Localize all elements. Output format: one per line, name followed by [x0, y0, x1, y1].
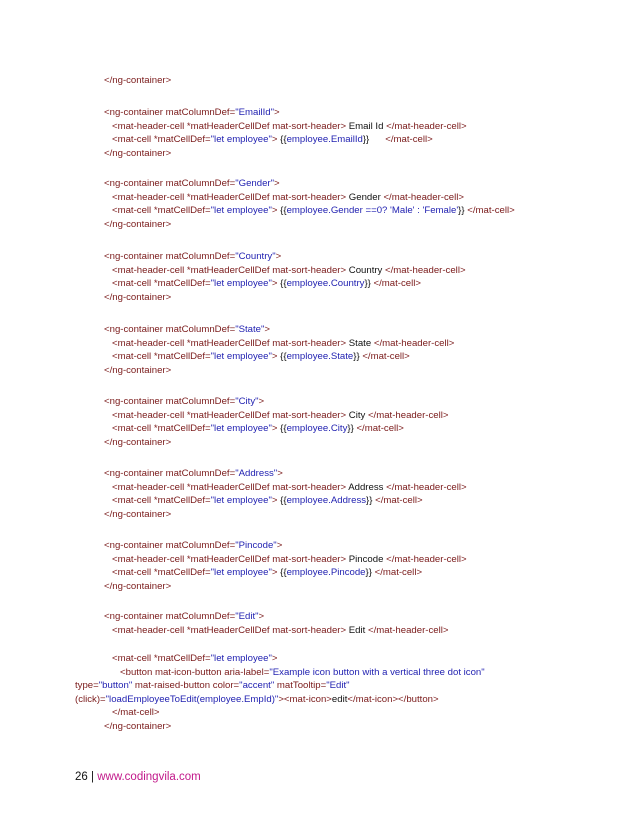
code-line [112, 482, 467, 494]
code-token: > [271, 495, 281, 507]
code-line [104, 75, 171, 87]
page-number: 26 [75, 771, 88, 783]
code-token: *matHeaderCellDef mat-sort-header [186, 337, 341, 349]
code-token: <mat-cell [112, 423, 154, 435]
code-token: "let employee" [210, 495, 272, 507]
code-line [112, 121, 467, 133]
code-token: "Pincode" [235, 540, 277, 551]
code-token: </mat-cell> [362, 351, 410, 363]
code-token: {{ [280, 423, 287, 435]
code-token: <mat-cell [112, 567, 154, 579]
code-line [75, 680, 350, 692]
code-token: > [258, 611, 265, 622]
code-token: <mat-header-cell [112, 553, 187, 565]
code-token: > [340, 409, 349, 421]
code-token: *matCellDef= [153, 653, 211, 664]
code-token: type= [75, 680, 99, 692]
code-token: </ng-container> [104, 147, 172, 159]
code-token: *matHeaderCellDef mat-sort-header [186, 553, 341, 565]
code-token: "Edit" [326, 680, 350, 692]
code-token: > [340, 120, 349, 132]
code-token: *matCellDef= [153, 351, 211, 363]
code-token: employee.Gender ==0? 'Male' : 'Female' [286, 205, 459, 217]
code-token: > [271, 567, 281, 579]
code-token: </mat-cell> [112, 707, 160, 719]
code-token: {{ [280, 495, 287, 507]
code-token: Address [348, 481, 387, 493]
code-token: > [271, 351, 281, 363]
code-line [104, 148, 171, 160]
code-token: "Example icon button with a vertical three dot icon" [269, 666, 485, 678]
code-line [104, 324, 270, 336]
code-token: </mat-cell> [356, 423, 404, 435]
code-token: *matHeaderCellDef mat-sort-header [186, 120, 341, 132]
code-token: > [271, 134, 281, 146]
code-token: <ng-container [104, 540, 166, 551]
code-token: > [271, 423, 281, 435]
code-token: {{ [280, 567, 287, 579]
code-token: <ng-container [104, 468, 166, 479]
code-line [112, 554, 467, 566]
code-token: matTooltip= [274, 680, 327, 692]
code-token: <mat-cell [112, 278, 154, 290]
code-token: > [340, 191, 349, 203]
code-line [112, 653, 277, 665]
code-token: </mat-cell> [374, 567, 423, 579]
code-line [104, 178, 280, 190]
code-token: </mat-header-cell> [373, 337, 455, 349]
code-token: *matHeaderCellDef mat-sort-header [186, 191, 341, 203]
code-token: Country [348, 264, 386, 276]
code-token: matColumnDef= [165, 396, 236, 407]
code-line [104, 219, 171, 231]
code-line [112, 278, 421, 290]
code-line [104, 437, 171, 449]
code-token: }} [365, 567, 375, 579]
code-token: > [258, 396, 265, 407]
code-token: "let employee" [210, 567, 272, 579]
code-line [112, 567, 422, 579]
code-token: <ng-container [104, 324, 166, 335]
code-token: *matHeaderCellDef mat-sort-header [186, 409, 341, 421]
code-token: <mat-header-cell [112, 409, 187, 421]
code-token: <mat-header-cell [112, 481, 187, 493]
code-token: > [274, 178, 280, 189]
code-token: <ng-container [104, 251, 166, 262]
code-token: employee.Country [286, 278, 365, 290]
code-token: "accent" [239, 680, 275, 692]
code-line [104, 581, 171, 593]
code-token: *matCellDef= [153, 278, 211, 290]
code-token: </ng-container> [104, 364, 172, 376]
code-token: </mat-header-cell> [386, 553, 467, 565]
code-token: Pincode [348, 553, 387, 565]
code-token: matColumnDef= [165, 324, 236, 335]
code-token: *matCellDef= [153, 205, 211, 217]
code-token: "let employee" [210, 351, 272, 363]
code-token: matColumnDef= [165, 468, 236, 479]
code-line [112, 338, 454, 350]
code-token: *matCellDef= [153, 423, 211, 435]
code-token: City [348, 409, 368, 421]
code-token: "Country" [235, 251, 276, 262]
code-token: {{ [280, 278, 287, 290]
code-token: "City" [235, 396, 259, 407]
code-token: employee.Pincode [286, 567, 366, 579]
code-token: <mat-header-cell [112, 337, 187, 349]
code-line [112, 351, 410, 363]
footer-separator: | [91, 771, 94, 783]
code-token: </mat-header-cell> [386, 120, 467, 132]
code-token: > [271, 205, 281, 217]
code-token: {{ [280, 134, 287, 146]
code-token: *matCellDef= [153, 495, 211, 507]
code-token: <mat-header-cell [112, 624, 187, 636]
code-token: > [340, 264, 349, 276]
code-token: </mat-cell> [373, 278, 421, 290]
code-token: > [271, 653, 278, 664]
code-token: </ng-container> [104, 75, 172, 86]
code-token: <mat-cell [112, 134, 154, 146]
code-token: "let employee" [210, 423, 272, 435]
code-line [104, 540, 282, 552]
code-token: </ng-container> [104, 580, 172, 592]
code-token: State [348, 337, 374, 349]
code-token: > [340, 624, 349, 636]
code-token: <ng-container [104, 178, 166, 189]
code-token: employee.State [286, 351, 354, 363]
code-token: </mat-header-cell> [385, 264, 466, 276]
code-token: <button [120, 666, 155, 678]
code-line [112, 134, 433, 146]
code-token: ><mat-icon> [278, 693, 332, 705]
code-line [104, 396, 264, 408]
code-token: <ng-container [104, 396, 166, 407]
code-line [104, 468, 283, 480]
code-token: </mat-header-cell> [383, 191, 464, 203]
code-token: employee.EmailId [286, 134, 363, 146]
code-token: employee.Address [286, 495, 367, 507]
code-token: Email Id [348, 120, 387, 132]
code-token: edit [331, 693, 348, 705]
code-token: mat-raised-button color= [132, 680, 240, 692]
code-token: > [271, 278, 281, 290]
code-token: *matHeaderCellDef mat-sort-header [186, 481, 341, 493]
code-line [112, 423, 404, 435]
code-token: matColumnDef= [165, 540, 236, 551]
code-token: matColumnDef= [165, 251, 236, 262]
code-token: > [275, 251, 282, 262]
code-token: <ng-container [104, 107, 166, 118]
code-token: <mat-cell [112, 351, 154, 363]
code-token: "EmailId" [235, 107, 275, 118]
code-line [104, 611, 264, 623]
code-token: <mat-cell [112, 495, 154, 507]
code-line [104, 251, 281, 263]
page-footer [75, 771, 201, 783]
code-token: Gender [348, 191, 384, 203]
code-token: </mat-header-cell> [367, 409, 449, 421]
code-token: "Gender" [235, 178, 275, 189]
code-token: }} [353, 351, 363, 363]
code-line [120, 667, 485, 679]
code-token: }} [364, 278, 374, 290]
code-token: matColumnDef= [165, 107, 236, 118]
code-token: </ng-container> [104, 218, 172, 230]
code-token: </mat-header-cell> [367, 624, 449, 636]
code-token: matColumnDef= [165, 178, 236, 189]
code-line [104, 509, 171, 521]
code-token: <mat-header-cell [112, 120, 187, 132]
code-token: </mat-cell> [385, 134, 433, 146]
code-token: Edit [348, 624, 368, 636]
code-token: }} [366, 495, 376, 507]
code-token: *matHeaderCellDef mat-sort-header [186, 624, 341, 636]
code-token: "loadEmployeeToEdit(employee.EmpId)" [105, 693, 279, 705]
code-line [104, 365, 171, 377]
code-token: > [264, 324, 271, 335]
site-link[interactable]: www.codingvila.com [97, 771, 201, 783]
code-token: (click)= [75, 693, 106, 705]
code-token: </ng-container> [104, 721, 172, 732]
code-token: </ng-container> [104, 436, 172, 448]
code-token: {{ [280, 351, 287, 363]
code-token: </mat-header-cell> [386, 481, 467, 493]
code-token: </mat-cell> [467, 205, 515, 217]
code-line [112, 495, 423, 507]
code-token: <mat-header-cell [112, 264, 187, 276]
code-token: > [340, 481, 349, 493]
code-token: {{ [280, 205, 287, 217]
code-line [104, 107, 280, 119]
code-token: </ng-container> [104, 508, 172, 520]
code-token: employee.City [286, 423, 348, 435]
code-line [75, 694, 439, 706]
code-token: *matCellDef= [153, 134, 211, 146]
code-token: "Address" [235, 468, 278, 479]
code-token: > [340, 553, 349, 565]
code-token: > [276, 540, 283, 551]
code-token: *matCellDef= [153, 567, 211, 579]
code-token: mat-icon-button aria-label= [154, 666, 270, 678]
code-token: "let employee" [210, 205, 272, 217]
code-line [112, 707, 159, 719]
code-token: "let employee" [210, 278, 272, 290]
code-token: *matHeaderCellDef mat-sort-header [186, 264, 341, 276]
code-token: </ng-container> [104, 291, 172, 303]
code-token: }} [347, 423, 357, 435]
code-line [104, 292, 171, 304]
code-token: <mat-cell [112, 205, 154, 217]
code-token: }} [362, 134, 386, 146]
code-token: matColumnDef= [165, 611, 236, 622]
code-token: "let employee" [210, 653, 272, 664]
code-line [112, 410, 448, 422]
code-token: <mat-header-cell [112, 191, 187, 203]
code-token: "button" [98, 680, 133, 692]
code-token: > [340, 337, 349, 349]
code-token: "let employee" [210, 134, 272, 146]
code-line [112, 205, 515, 217]
code-line [112, 192, 464, 204]
code-token: </mat-cell> [375, 495, 423, 507]
code-token: <mat-cell [112, 653, 154, 664]
code-line [104, 721, 171, 733]
code-line [112, 625, 449, 637]
code-token: </mat-icon></button> [347, 693, 439, 705]
code-token: > [277, 468, 283, 479]
code-token: > [274, 107, 280, 118]
code-token: "Edit" [235, 611, 259, 622]
code-line [112, 265, 466, 277]
code-token: <ng-container [104, 611, 166, 622]
code-token: "State" [235, 324, 265, 335]
code-token: }} [458, 205, 468, 217]
